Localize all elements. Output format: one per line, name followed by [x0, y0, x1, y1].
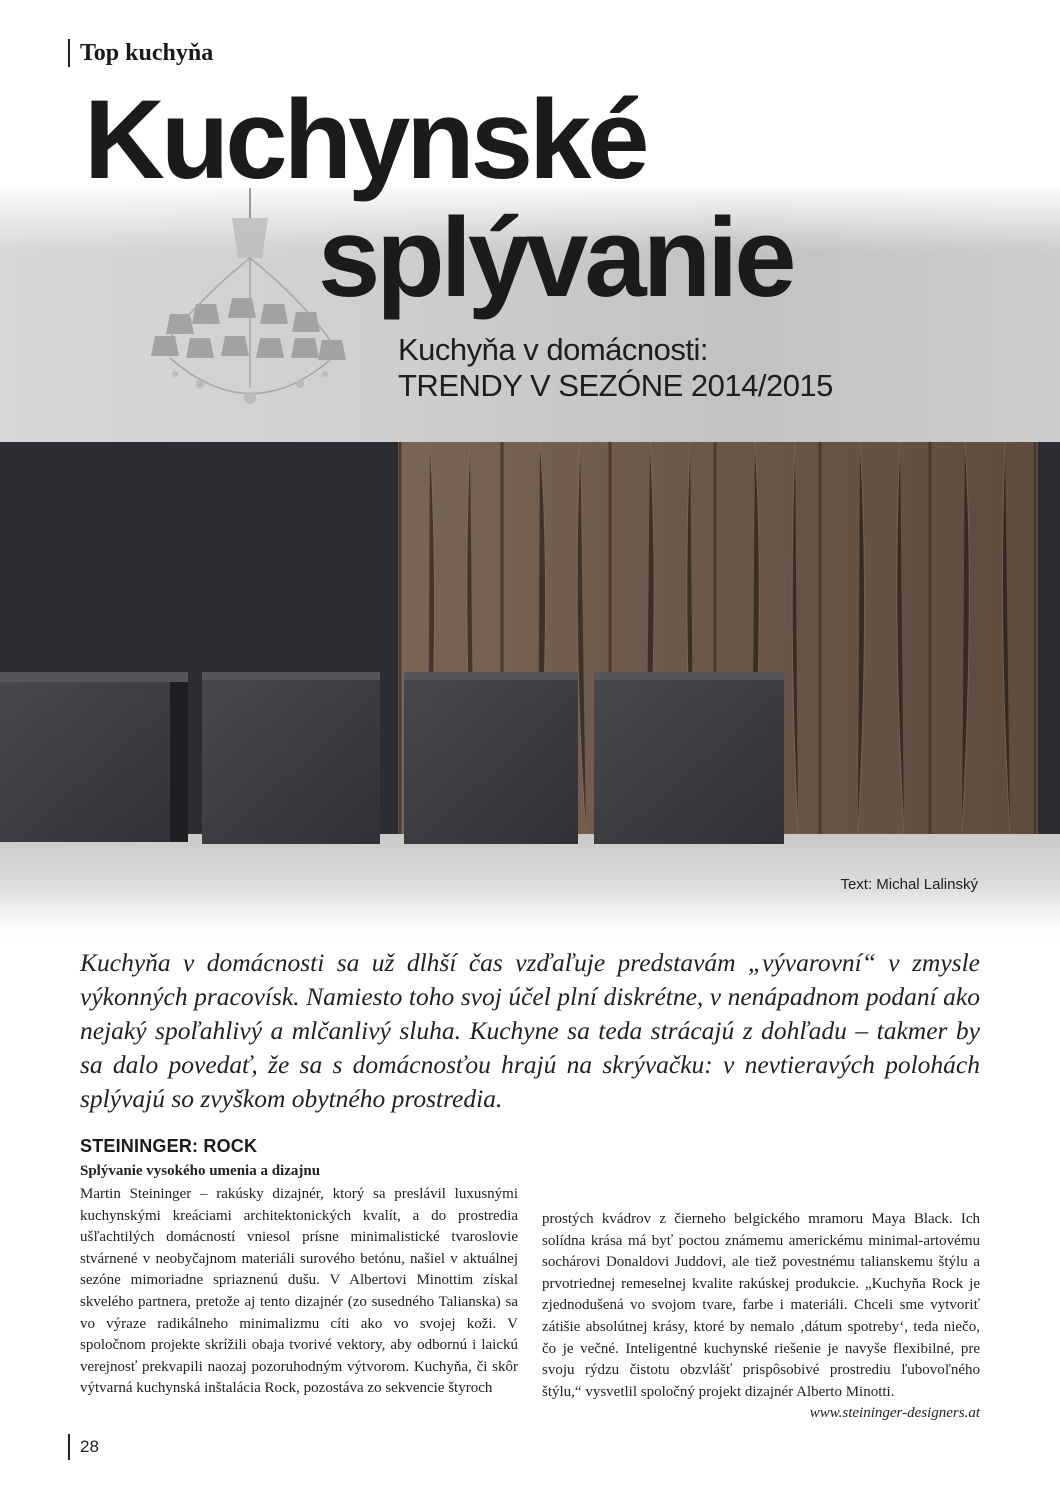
- article-subheading: Splývanie vysokého umenia a dizajnu: [80, 1163, 321, 1179]
- section-label-text: Top kuchyňa: [80, 39, 214, 66]
- stone-cube-3: [404, 672, 578, 844]
- page-number: 28: [80, 1437, 99, 1456]
- title-line-2: splývanie: [318, 195, 793, 320]
- subtitle-line-2: TRENDY V SEZÓNE 2014/2015: [398, 368, 833, 403]
- article-body-right: prostých kvádrov z čierneho belgického mramoru Maya Black. Ich solídna krása má byť poctou známemu americkému minimal-artovému sochárovi Donaldovi Juddovi, ale tiež povestnému talianskemu štýlu a prvotriednej remeselnej kvalite rakúskej produkcie. „Kuchyňa Rock je zjednodušená vo svojom tvare, farbe i materiáli. Chceli sme vytvoriť zátišie absolútnej krásy, ktoré by nemalo ‚dátum spotreby‘, teda niečo, čo je večné. Inteligentné kuchynské riešenie je navyše flexibilné, pre svoju rýdzu čistotu obzvlášť prispôsobivé prostrediu ľubovoľného štýlu,“ vysvetlil spoločný projekt dizajnér Alberto Minotti.: [542, 1211, 980, 1400]
- author-credit: Text: Michal Lalinský: [840, 876, 978, 893]
- subtitle-line-1: Kuchyňa v domácnosti:: [398, 332, 709, 367]
- stone-cube-4: [594, 672, 784, 844]
- article: [80, 1136, 980, 1425]
- section-label: [68, 38, 213, 68]
- article-column-right: [542, 1161, 980, 1425]
- article-heading: STEININGER: ROCK: [80, 1136, 258, 1156]
- article-body-left: Martin Steininger – rakúsky dizajnér, ktorý sa preslávil luxusnými kuchynskými kreáciami architektonických kvalít, a do prostredia ušľachtilých domácností vniesol prísne minimalistické tvaroslovie stvárnené v neobyčajnom materiáli surového betónu, našiel v aktuálnej sezóne mimoriadne spriaznenú dušu. V Albertovi Minottim získal skvelého partnera, pretože aj tento dizajnér (zo susedného Talianska) sa vo výraze radikálneho minimalizmu cíti ako vo svojej koži. V spoločnom projekte skrížili obaja tvorivé vektory, aby odbornú i laickú verejnosť prekvapili naozaj pozoruhodným výtvorom. Kuchyňa, či skôr výtvarná kuchynská inštalácia Rock, pozostáva zo sekvencie štyroch: [80, 1186, 518, 1397]
- page-footer: [68, 1434, 99, 1460]
- article-columns: [80, 1161, 980, 1425]
- article-column-left: [80, 1161, 518, 1425]
- subtitle: [398, 332, 833, 404]
- lead-paragraph: Kuchyňa v domácnosti sa už dlhší čas vzďaľuje predstavám „vývarovní“ v zmysle výkonných pracovísk. Namiesto toho svoj účel plní diskrétne, v nenápadnom podaní ako nejaký spoľahlivý a mlčanlivý sluha. Kuchyne sa teda strácajú z dohľadu – takmer by sa dalo povedať, že sa s domácnosťou hrajú na skrývačku: v nevtieravých polohách splývajú so zvyškom obytného prostredia.: [80, 948, 980, 1113]
- footer-divider: [68, 1434, 70, 1460]
- stone-cube-1: [0, 672, 188, 842]
- section-divider: [68, 39, 70, 67]
- stone-cube-2: [202, 672, 380, 844]
- website-link[interactable]: www.steininger-designers.at: [809, 1405, 980, 1422]
- title-line-1: Kuchynské: [84, 77, 646, 202]
